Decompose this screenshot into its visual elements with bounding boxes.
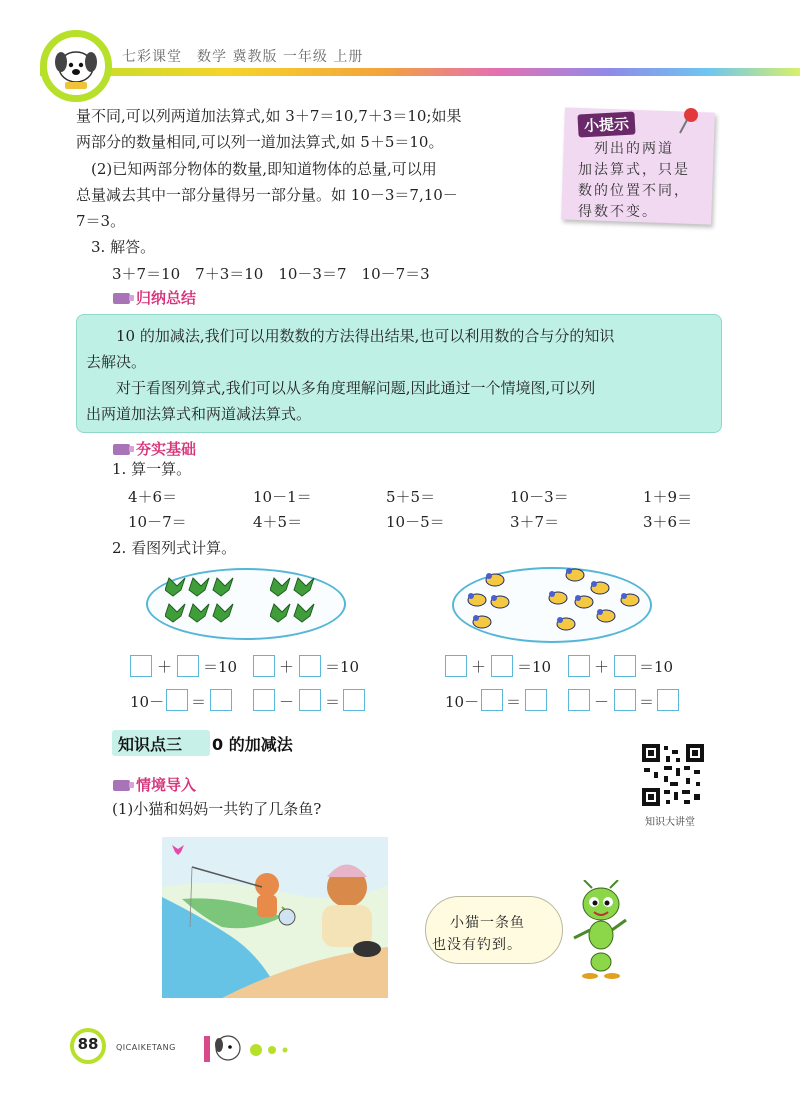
folder-icon	[113, 293, 130, 304]
body-line-7: 3＋7＝10 7＋3＝10 10－3＝7 10－7＝3	[112, 265, 430, 283]
pushpin-icon	[676, 106, 702, 140]
answer-box[interactable]	[525, 689, 547, 711]
summary-line-1: 10 的加减法,我们可以用数数的方法得出结果,也可以利用数的合与分的知识	[86, 327, 615, 345]
ten-minus: 10－	[130, 693, 165, 711]
summary-line-2: 去解决。	[86, 353, 147, 371]
calc-r2-c1: 10－7＝	[128, 513, 187, 531]
basics-heading-text: 夯实基础	[136, 440, 197, 458]
body-line-6: 3. 解答。	[76, 238, 156, 256]
answer-box[interactable]	[166, 689, 188, 711]
basics-q2: 2. 看图列式计算。	[112, 539, 237, 557]
summary-line-3: 对于看图列算式,我们可以从多角度理解问题,因此通过一个情境图,可以列	[86, 379, 596, 397]
answer-box[interactable]	[568, 655, 590, 677]
calc-r1-c2: 10－1＝	[253, 488, 312, 506]
bee-group-left	[462, 570, 522, 640]
tip-line-2: 加法算式，只是	[578, 162, 690, 178]
qr-code-icon[interactable]	[640, 742, 706, 812]
answer-box[interactable]	[481, 689, 503, 711]
situation-heading	[113, 774, 196, 795]
body-line-3: (2)已知两部分物体的数量,即知道物体的总量,可以用	[76, 160, 437, 178]
basics-q1: 1. 算一算。	[112, 460, 192, 478]
plant-group-left	[165, 574, 245, 636]
answer-box[interactable]	[299, 655, 321, 677]
body-line-1: 量不同,可以列两道加法算式,如 3＋7＝10,7＋3＝10;如果	[76, 107, 462, 125]
answer-box[interactable]	[210, 689, 232, 711]
mascot-dog-logo	[40, 30, 112, 102]
calc-r1-c5: 1＋9＝	[643, 488, 693, 506]
situation-question: (1)小猫和妈妈一共钓了几条鱼?	[112, 800, 322, 818]
tip-label: 小提示	[577, 112, 635, 138]
plus-sign: ＋	[157, 658, 173, 676]
brand-text: QICAIKETANG	[116, 1043, 176, 1052]
ant-mascot	[570, 880, 636, 984]
bee-group-right	[540, 566, 644, 644]
minus-sign: －	[594, 693, 610, 711]
answer-box[interactable]	[343, 689, 365, 711]
body-line-4: 总量减去其中一部分量得另一部分量。如 10－3＝7,10－	[76, 186, 458, 204]
answer-box[interactable]	[253, 689, 275, 711]
answer-box[interactable]	[614, 655, 636, 677]
calc-r2-c4: 3＋7＝	[510, 513, 560, 531]
answer-box[interactable]	[177, 655, 199, 677]
answer-box[interactable]	[253, 655, 275, 677]
basics-heading	[113, 438, 196, 459]
plus-sign: ＋	[279, 658, 295, 676]
body-line-5: 7＝3。	[76, 212, 126, 230]
tip-line-4: 得数不变。	[578, 204, 658, 220]
equals-sign: ＝	[639, 693, 655, 711]
summary-heading-text: 归纳总结	[136, 289, 197, 307]
answer-box[interactable]	[614, 689, 636, 711]
minus-sign: －	[279, 693, 295, 711]
summary-heading	[113, 287, 196, 308]
bubble-line-2: 也没有钓到。	[432, 937, 522, 953]
calc-r1-c4: 10－3＝	[510, 488, 569, 506]
footer-mascot-icon	[200, 1030, 292, 1070]
situation-heading-text: 情境导入	[136, 776, 197, 794]
equals-ten: ＝10	[203, 658, 238, 676]
plus-sign: ＋	[594, 658, 610, 676]
calc-r1-c3: 5＋5＝	[386, 488, 436, 506]
page-number: 88	[77, 1035, 99, 1053]
plus-sign: ＋	[471, 658, 487, 676]
equals-sign: ＝	[191, 693, 207, 711]
equals-sign: ＝	[506, 693, 522, 711]
equals-ten: ＝10	[639, 658, 674, 676]
answer-box[interactable]	[491, 655, 513, 677]
folder-icon	[113, 780, 130, 791]
equals-ten: ＝10	[517, 658, 552, 676]
answer-box[interactable]	[657, 689, 679, 711]
header-title: 七彩课堂 数学 冀教版 一年级 上册	[122, 49, 364, 65]
qr-caption: 知识大讲堂	[645, 817, 695, 828]
ten-minus: 10－	[445, 693, 480, 711]
calc-r2-c5: 3＋6＝	[643, 513, 693, 531]
body-line-2: 两部分的数量相同,可以列一道加法算式,如 5＋5＝10。	[76, 133, 444, 151]
answer-box[interactable]	[130, 655, 152, 677]
calc-r1-c1: 4＋6＝	[128, 488, 178, 506]
fishing-scene-illustration	[162, 837, 388, 998]
bubble-line-1: 小猫一条鱼	[450, 915, 525, 931]
answer-box[interactable]	[445, 655, 467, 677]
equals-sign: ＝	[325, 693, 341, 711]
knowledge-label: 知识点三	[118, 735, 183, 754]
summary-line-4: 出两道加法算式和两道减法算式。	[86, 405, 312, 423]
calc-r2-c3: 10－5＝	[386, 513, 445, 531]
answer-box[interactable]	[568, 689, 590, 711]
knowledge-title: 0 的加减法	[212, 735, 293, 754]
answer-box[interactable]	[299, 689, 321, 711]
folder-icon	[113, 444, 130, 455]
header-color-band	[40, 68, 800, 76]
plant-group-right	[270, 574, 326, 636]
tip-line-3: 数的位置不同，	[578, 183, 690, 199]
equals-ten: ＝10	[325, 658, 360, 676]
calc-r2-c2: 4＋5＝	[253, 513, 303, 531]
tip-line-1: 列出的两道	[578, 141, 674, 157]
